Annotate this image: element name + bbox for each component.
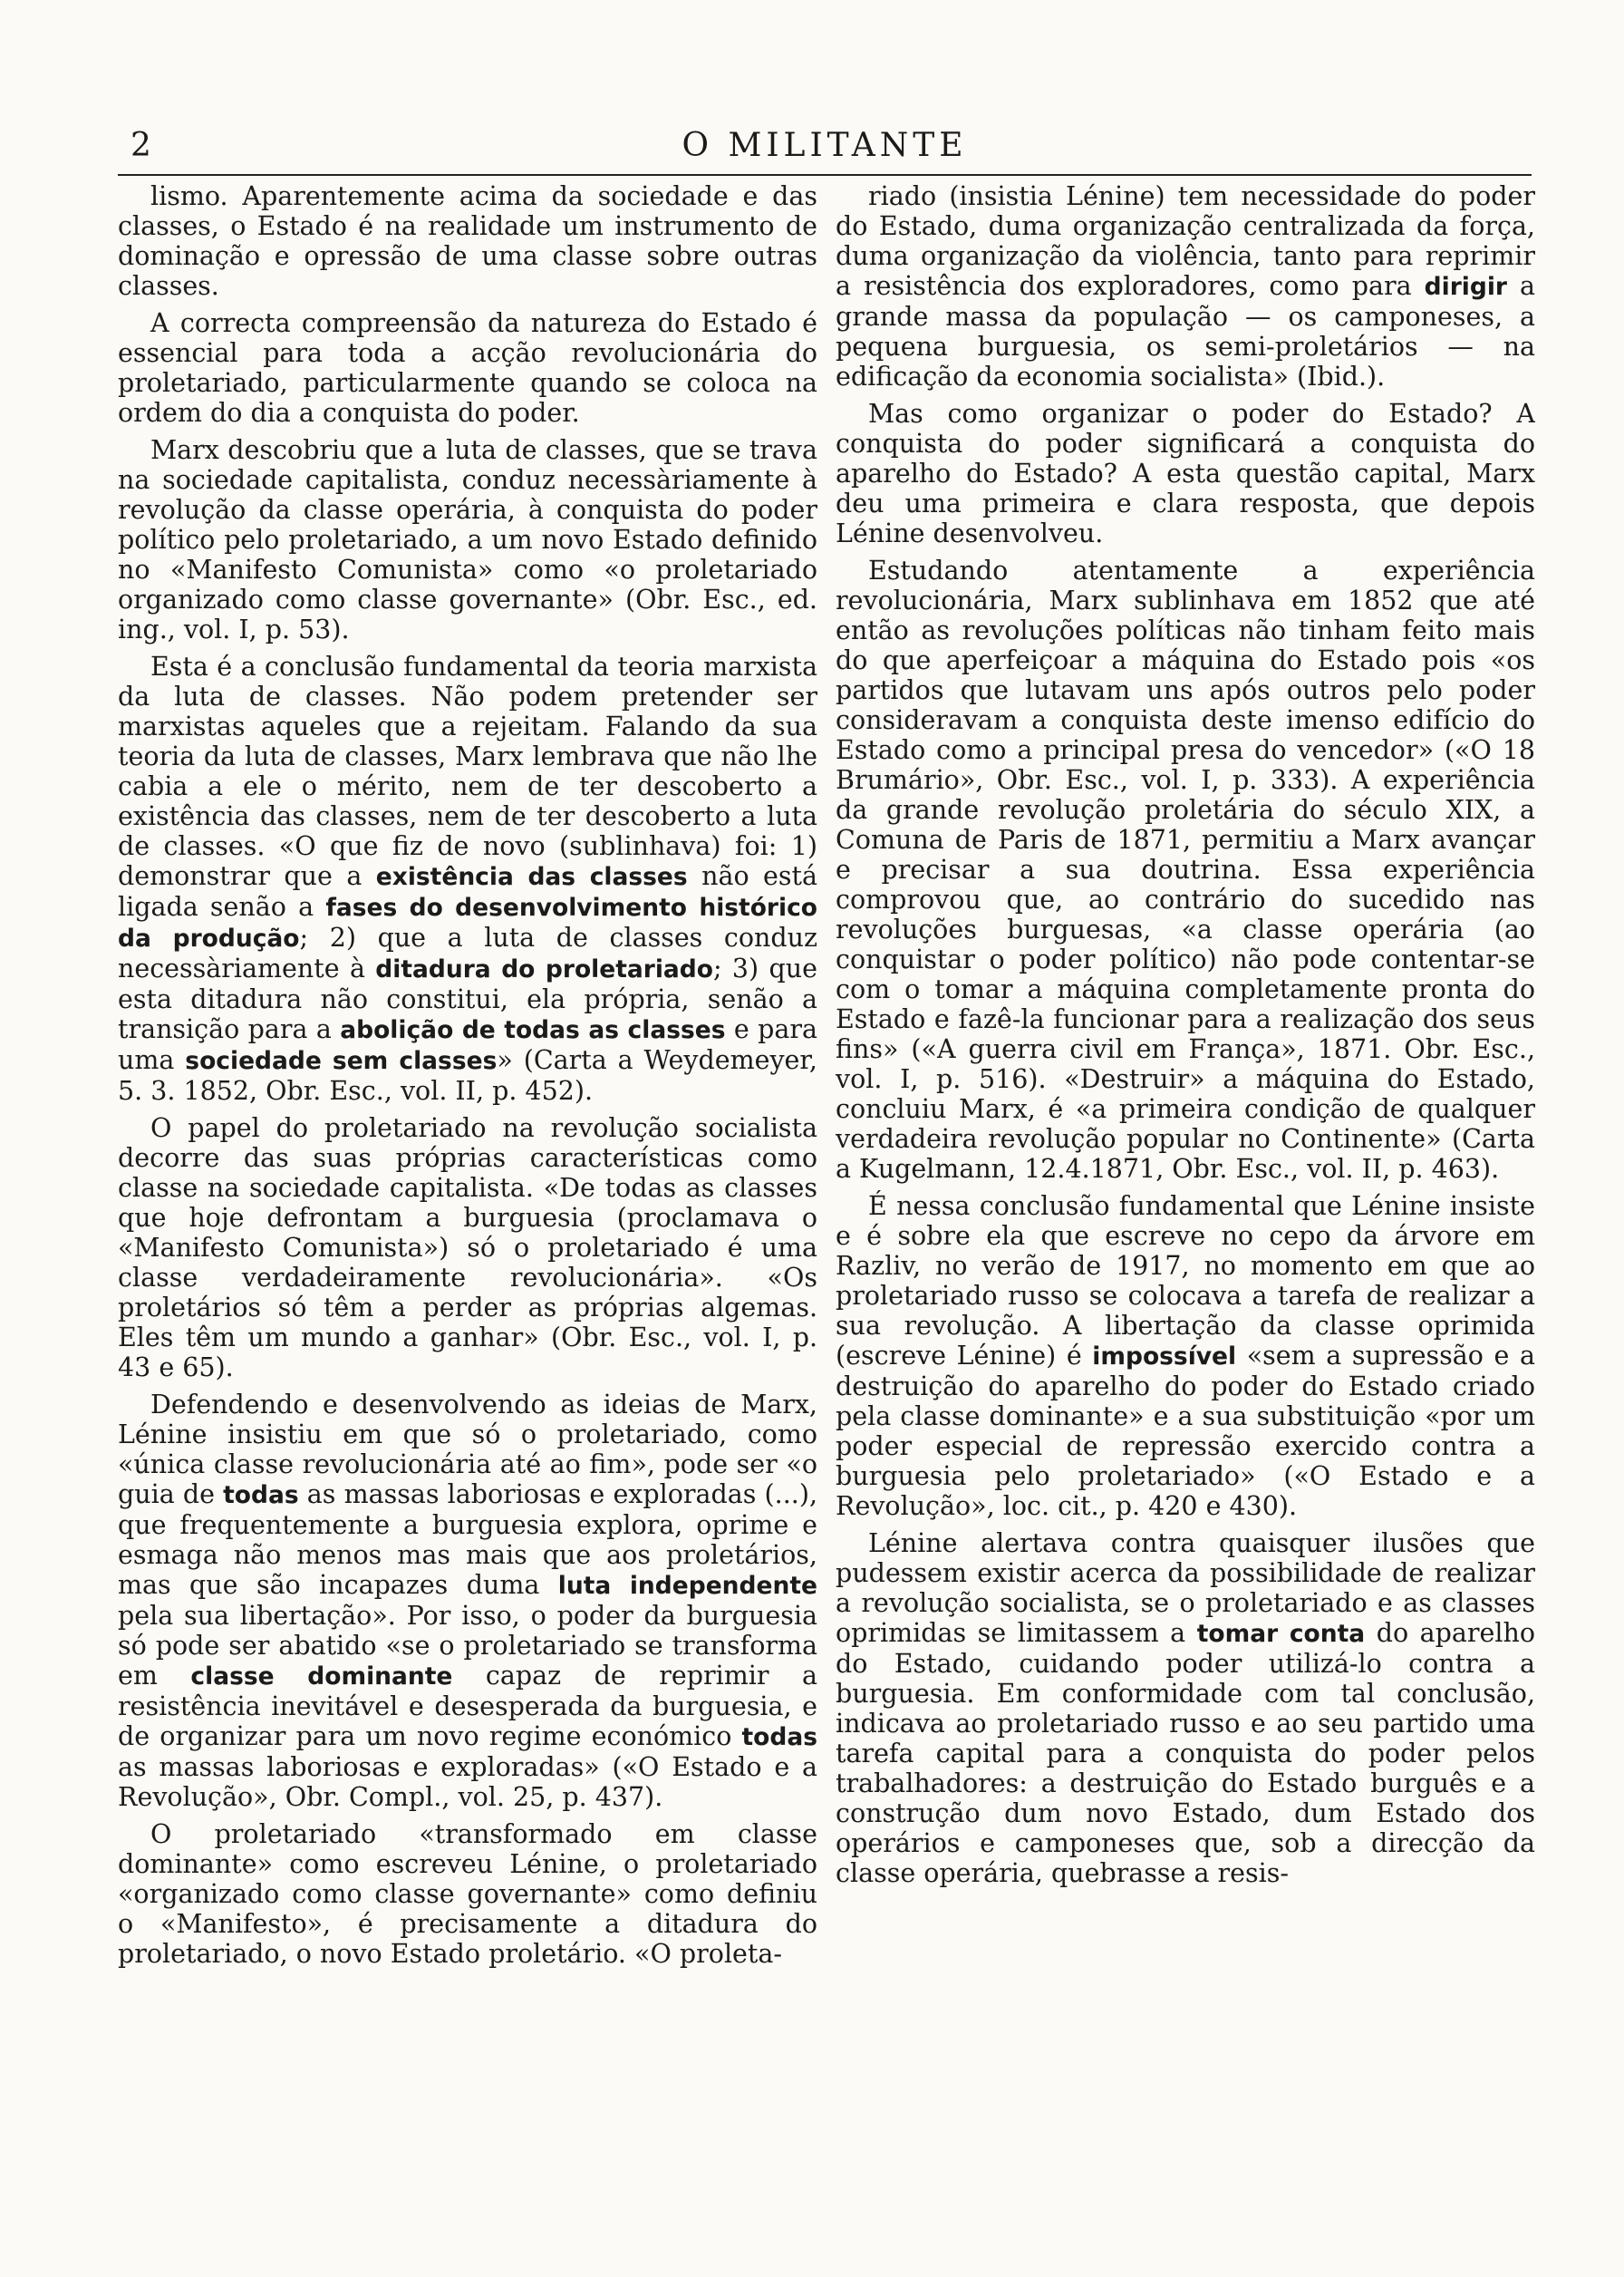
text-run: O papel do proletariado na revolução socialista decorre das suas próprias características como classe na sociedade capitalista. «De todas as classes que hoje defrontam a burguesia (proclamava o «Manifesto Comunista») só o proletariado é uma classe verdadeiramente revolucionária». «Os proletários só têm a perder as próprias algemas. Eles têm um mundo a ganhar» (Obr. Esc., vol. I, p. 43 e 65). (118, 1113, 817, 1382)
text-run: as massas laboriosas e exploradas» («O Estado e a Revolução», Obr. Compl., vol. 25, p. 437). (118, 1752, 817, 1812)
header-rule (118, 174, 1532, 176)
text-run: Mas como organizar o poder do Estado? A conquista do poder significará a conquista do aparelho do Estado? A esta questão capital, Marx deu uma primeira e clara resposta, que depois Lénine desenvolveu. (836, 399, 1535, 548)
paragraph (118, 181, 817, 301)
text-run: capaz de reprimir a resistência inevitável e desesperada da burguesia, e de organizar para um novo regime económico (118, 1661, 817, 1751)
text-run: lismo. Aparentemente acima da sociedade e das classes, o Estado é na realidade um instrumento de dominação e opressão de uma classe sobre outras classes. (118, 181, 817, 301)
page-header (118, 127, 1532, 169)
text-columns (118, 181, 1535, 2248)
text-run: Estudando atentamente a experiência revolucionária, Marx sublinhava em 1852 que até então as revoluções políticas não tinham feito mais do que aperfeiçoar a máquina do Estado pois «os partidos que lutavam uns após outros pelo poder consideravam a conquista deste imenso edifício do Estado como a principal presa do vencedor» («O 18 Brumário», Obr. Esc., vol. I, p. 333). A experiência da grande revolução proletária do século XIX, a Comuna de Paris de 1871, permitiu a Marx avançar e precisar a sua doutrina. Essa experiência comprovou que, ao contrário do sucedido nas revoluções burguesas, «a classe operária (ao conquistar o poder político) não pode contentar-se com o tomar a máquina completamente pronta do Estado e fazê-la funcionar para a realização dos seus fins» («A guerra civil em França», 1871. Obr. Esc., vol. I, p. 516). «Destruir» a máquina do Estado, concluiu Marx, é «a primeira condição de qualquer verdadeira revolução popular no Continente» (Carta a Kugelmann, 12.4.1871, Obr. Esc., vol. II, p. 463). (836, 556, 1535, 1184)
emphasis-text: todas (741, 1723, 817, 1751)
text-run: e para uma (118, 1014, 817, 1075)
text-run: Esta é a conclusão fundamental da teoria marxista da luta de classes. Não podem pretender ser marxistas aqueles que a rejeitam. Falando da sua teoria da luta de classes, Marx lembrava que não lhe cabia a ele o mérito, nem de ter descoberto a existência das classes, nem de ter descoberto a luta de classes. «O que fiz de novo (sublinhava) foi: 1) demonstrar que a (118, 652, 817, 891)
emphasis-text: impossível (1092, 1342, 1237, 1371)
text-run: » (Carta a Weydemeyer, 5. 3. 1852, Obr. Esc., vol. II, p. 452). (118, 1045, 817, 1106)
text-run: Marx descobriu que a luta de classes, que se trava na sociedade capitalista, conduz necessàriamente à revolução da classe operária, à conquista do poder político pelo proletariado, a um novo Estado definido no «Manifesto Comunista» como «o proletariado organizado como classe governante» (Obr. Esc., ed. ing., vol. I, p. 53). (118, 435, 817, 644)
paragraph (118, 435, 817, 644)
right-column (836, 181, 1535, 2248)
paragraph (836, 1191, 1535, 1521)
emphasis-text: abolição de todas as classes (340, 1016, 726, 1044)
emphasis-text: fases do desenvolvimento histórico da produção (118, 894, 817, 953)
emphasis-text: ditadura do proletariado (375, 955, 713, 983)
paragraph (836, 1528, 1535, 1888)
paragraph (836, 181, 1535, 392)
text-run: a grande massa da população — os camponeses, a pequena burguesia, os semi-proletários — na edificação da economia socialista» (Ibid.). (836, 271, 1535, 392)
emphasis-text: sociedade sem classes (185, 1047, 498, 1075)
text-run: O proletariado «transformado em classe dominante» como escreveu Lénine, o proletariado «organizado como classe governante» como definiu o «Manifesto», é precisamente a ditadura do proletariado, o novo Estado proletário. «O proleta- (118, 1819, 817, 1969)
emphasis-text: dirigir (1424, 273, 1507, 301)
emphasis-text: luta independente (557, 1572, 817, 1600)
text-run: riado (insistia Lénine) tem necessidade do poder do Estado, duma organização centralizada da força, duma organização da violência, tanto para reprimir a resistência dos exploradores, como para (836, 181, 1535, 301)
text-run: do aparelho do Estado, cuidando poder utilizá-lo contra a burguesia. Em conformidade com tal conclusão, indicava ao proletariado russo e ao seu partido uma tarefa capital para a conquista do poder pelos trabalhadores: a destruição do Estado burguês e a construção dum novo Estado, dum Estado dos operários e camponeses que, sob a direcção da classe operária, quebrasse a resis- (836, 1618, 1535, 1888)
paragraph (118, 1390, 817, 1812)
text-run: as massas laboriosas e exploradas (...), que frequentemente a burguesia explora, oprime e esmaga não menos mas mais que aos proletários, mas que são incapazes duma (118, 1479, 817, 1600)
text-run: Lénine alertava contra quaisquer ilusões que pudessem existir acerca da possibilidade de realizar a revolução socialista, se o proletariado e as classes oprimidas se limitassem a (836, 1528, 1535, 1648)
paragraph (836, 399, 1535, 548)
paragraph (118, 652, 817, 1106)
text-run: pela sua libertação». Por isso, o poder da burguesia só pode ser abatido «se o proletariado se transforma em (118, 1601, 817, 1691)
emphasis-text: todas (223, 1481, 299, 1509)
paragraph (118, 1819, 817, 1969)
text-run: «sem a supressão e a destruição do aparelho do poder do Estado criado pela classe dominante» e a sua substituição «por um poder especial de repressão exercido contra a burguesia pelo proletariado» («O Estado e a Revolução», loc. cit., p. 420 e 430). (836, 1341, 1535, 1521)
page-number: 2 (130, 127, 151, 164)
paragraph (836, 556, 1535, 1184)
left-column (118, 181, 817, 2248)
paragraph (118, 1113, 817, 1382)
emphasis-text: tomar conta (1196, 1620, 1366, 1648)
text-run: ; 3) que esta ditadura não constitui, ela própria, senão a transição para a (118, 954, 817, 1044)
text-run: não está ligada senão a (118, 861, 817, 922)
text-run: É nessa conclusão fundamental que Lénine insiste e é sobre ela que escreve no cepo da árvore em Razliv, no verão de 1917, no momento em que ao proletariado russo se colocava a tarefa de realizar a sua revolução. A libertação da classe oprimida (escreve Lénine) é (836, 1191, 1535, 1371)
text-run: A correcta compreensão da natureza do Estado é essencial para toda a acção revolucionária do proletariado, particularmente quando se coloca na ordem do dia a conquista do poder. (118, 308, 817, 428)
journal-title: O MILITANTE (682, 127, 968, 164)
emphasis-text: existência das classes (375, 863, 688, 891)
emphasis-text: classe dominante (190, 1662, 453, 1691)
text-run: Defendendo e desenvolvendo as ideias de Marx, Lénine insistiu em que só o proletariado, como «única classe revolucionária até ao fim», pode ser «o guia de (118, 1390, 817, 1509)
text-run: ; 2) que a luta de classes conduz necessàriamente à (118, 923, 817, 983)
paragraph (118, 308, 817, 428)
